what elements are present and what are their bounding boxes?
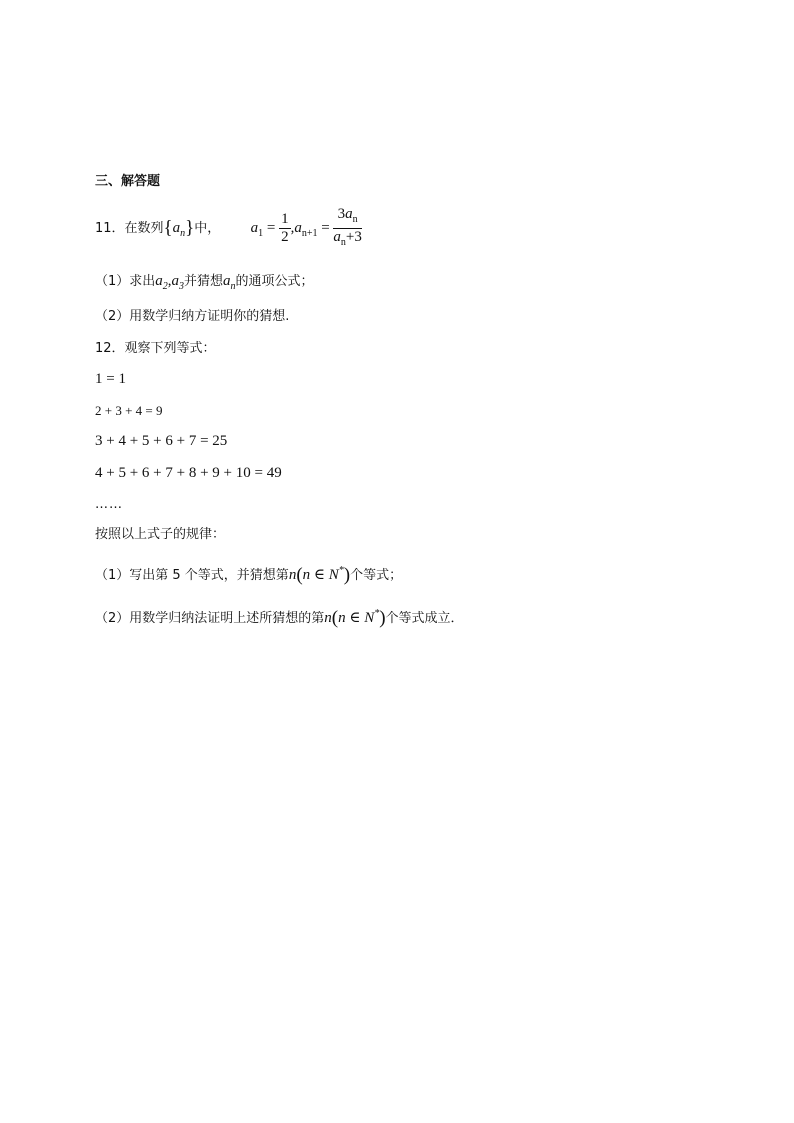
q11-intro [95, 206, 362, 246]
equation-2: 2 + 3 + 4 = 9 [95, 403, 163, 418]
fraction-one-half: $\frac{1}{2}$ [281, 211, 289, 245]
q11-intro-prefix: 11．在数列 [95, 220, 164, 236]
q12-rule: 按照以上式子的规律： [95, 527, 226, 542]
left-brace: { [163, 217, 173, 239]
n-in-set: n ∈ N* [302, 565, 344, 583]
var-n: n [288, 567, 297, 583]
q11-part1: （1）求出$a_2,a_3$并猜想$a_n$的通项公式； [95, 273, 314, 292]
q11-part2: （2）用数学归纳方证明你的猜想. [95, 309, 290, 324]
recurrence-formula: $a_1$ = $\frac{1}{2}$ $,a_{n+1}$ = $\frac{3a_n}{a_n+3}$ [251, 220, 362, 236]
right-brace: } [185, 217, 195, 239]
fraction-recurrence: $\frac{3a_n}{a_n+3}$ [333, 206, 362, 248]
q12-intro: 12．观察下列等式： [95, 341, 216, 356]
ellipsis: …… [95, 497, 123, 512]
term-a2: $a_2$ [155, 273, 168, 292]
q12-part1: （1）写出第 5 个等式，并猜想第n(n ∈ N*)个等式； [95, 564, 403, 586]
n-in-set-2: n ∈ N* [338, 608, 380, 626]
var-n-2: n [324, 610, 332, 626]
equation-4: 4 + 5 + 6 + 7 + 8 + 9 + 10 = 49 [95, 465, 282, 481]
term-a3: $a_3$ [171, 273, 185, 292]
q12-part2: （2）用数学归纳法证明上述所猜想的第n(n ∈ N*)个等式成立． [95, 607, 464, 629]
q11-intro-suffix: 中， [194, 220, 221, 236]
sequence-symbol: $a_n$ [172, 219, 186, 239]
term-an: $a_n$ [223, 273, 236, 292]
equation-3: 3 + 4 + 5 + 6 + 7 = 25 [95, 433, 228, 449]
section-title: 三、解答题 [95, 174, 161, 189]
equation-1: 1 = 1 [95, 371, 126, 387]
